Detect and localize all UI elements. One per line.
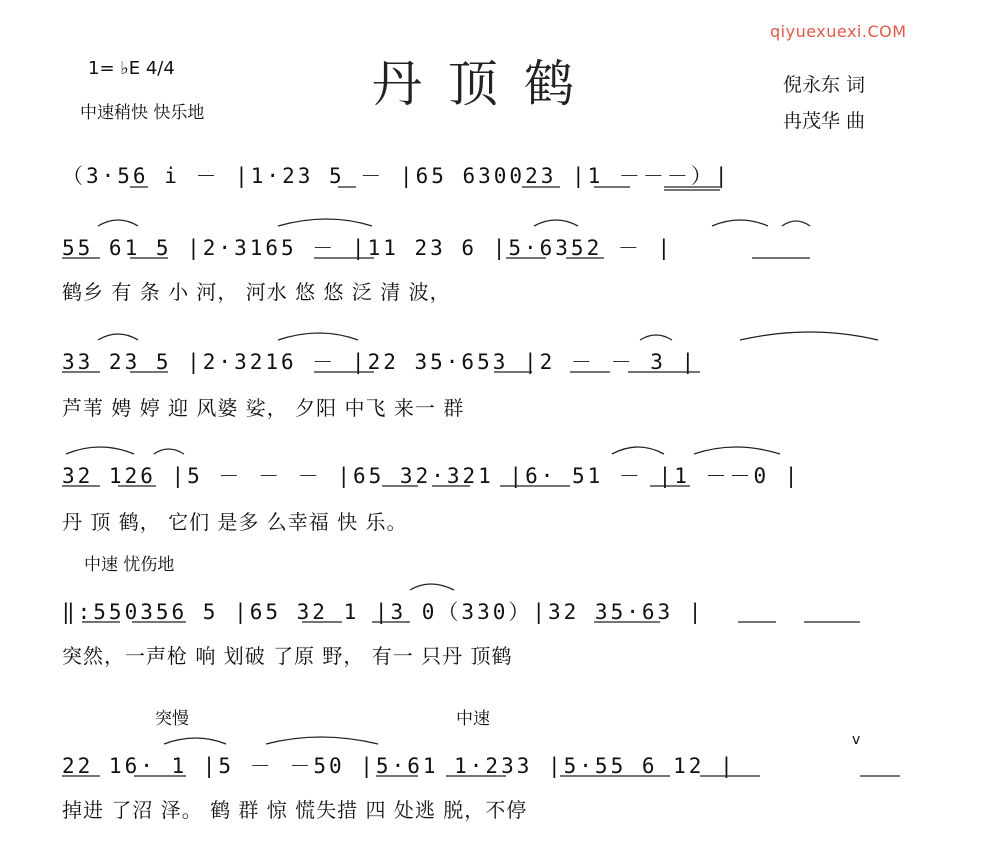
- notation-line-6: 22 16· 1 |5 － －50 |5·61 1·233 |5·55 6 12 |: [62, 754, 736, 778]
- lyric-line-4: 丹 顶 鹤， 它们 是多 么幸福 快 乐。: [62, 510, 408, 534]
- lyric-line-2: 鹤乡 有 条 小 河， 河水 悠 悠 泛 清 波，: [62, 280, 451, 304]
- slur-arc: [712, 220, 768, 226]
- slur-arc: [66, 447, 134, 454]
- slur-arc: [782, 221, 810, 226]
- slur-arc: [278, 333, 358, 340]
- tempo-marking: 中速稍快 快乐地: [80, 103, 205, 123]
- slur-arc: [740, 332, 878, 340]
- lyric-line-6: 掉进 了沼 泽。 鹤 群 惊 慌失措 四 处逃 脱，不停: [62, 798, 528, 822]
- notation-line-4: 32 126 |5 － － － |65 32·321 |6· 51 － |1 －－0 |: [62, 464, 801, 488]
- notation-line-5: ‖:550356 5 |65 32 1 |3 0（330）|32 35·63 |: [62, 600, 705, 624]
- slur-arc: [154, 449, 184, 454]
- slur-arc: [612, 447, 664, 454]
- section-tempo-slow: 突慢: [155, 709, 189, 729]
- notation-line-3: 33 23 5 |2·3216 － |22 35·653 |2 － － 3 |: [62, 350, 698, 374]
- key-signature: 1= ♭E 4/4: [88, 58, 175, 79]
- notation-line-2: 55 61 5 |2·3165 － |11 23 6 |5·6352 － |: [62, 236, 674, 260]
- lyricist-credit: 倪永东 词: [783, 74, 866, 96]
- accent-mark: v: [852, 732, 861, 748]
- lyric-line-5: 突然，一声枪 响 划破 了原 野， 有一 只丹 顶鹤: [62, 644, 513, 668]
- lyric-line-3: 芦苇 娉 婷 迎 风婆 娑， 夕阳 中飞 来一 群: [62, 396, 465, 420]
- section-tempo-sad: 中速 忧伤地: [84, 555, 175, 575]
- slur-arc: [266, 737, 378, 744]
- section-tempo-mid: 中速: [456, 709, 490, 729]
- slur-arc: [98, 220, 138, 226]
- song-title: 丹顶鹤: [372, 55, 600, 113]
- watermark-logo: qiyuexuexi.COM: [770, 22, 907, 41]
- slur-arc: [98, 334, 138, 340]
- slur-arc: [164, 738, 226, 744]
- slur-arc: [278, 219, 372, 226]
- slur-arc: [534, 220, 578, 226]
- slur-arc: [410, 584, 454, 590]
- slur-arc: [640, 335, 672, 340]
- slur-arc: [694, 447, 780, 454]
- composer-credit: 冉茂华 曲: [783, 110, 866, 132]
- notation-line-1: （3·56 i － |1·23 5 － |65 630023 |1 －－－）|: [62, 164, 731, 188]
